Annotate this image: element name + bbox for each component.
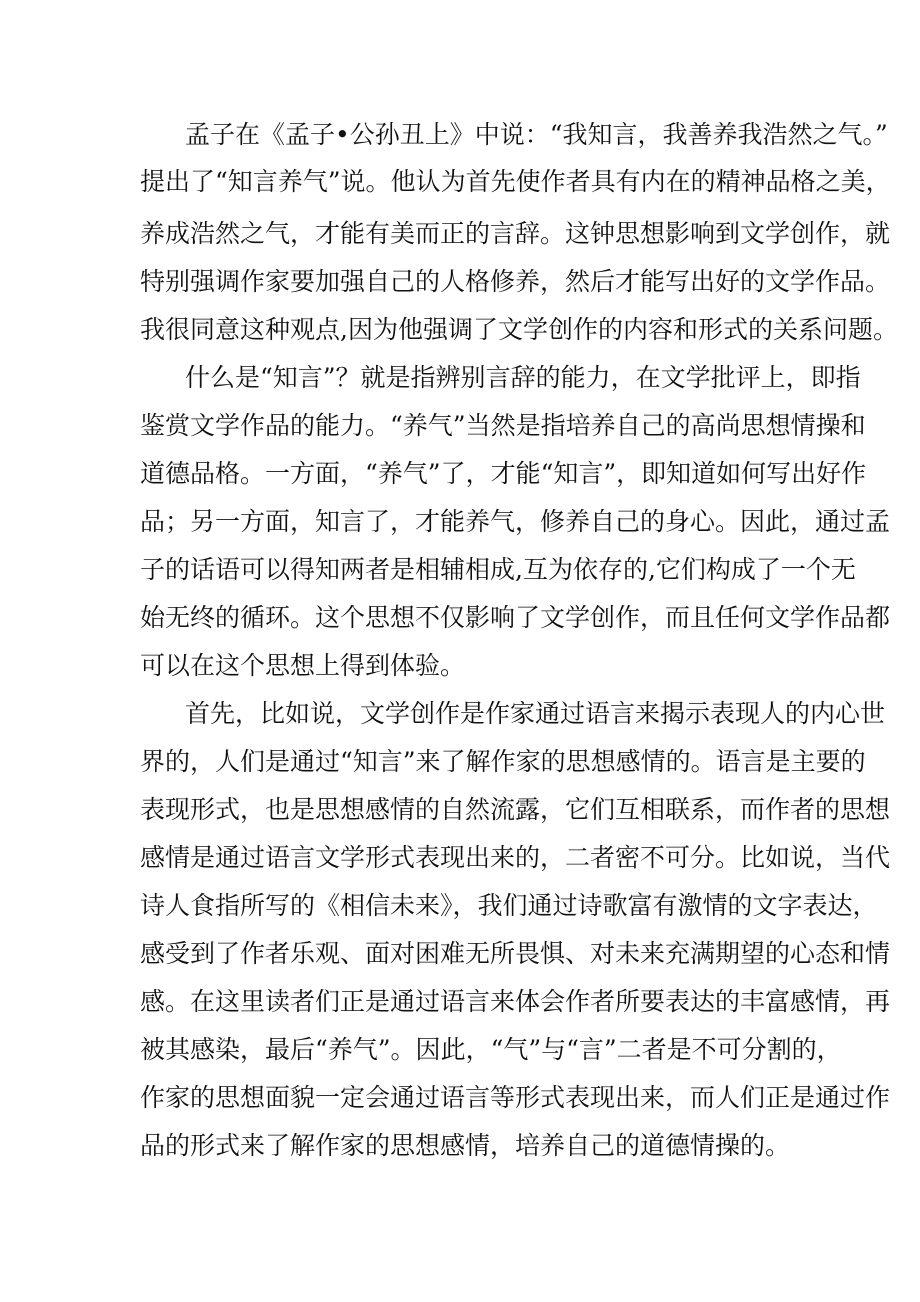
paragraph-3-line: 感。在这里读者们正是通过语言来体会作者所要表达的丰富感情，再 <box>140 987 891 1016</box>
paragraph-3-line: 品的形式来了解作家的思想感情，培养自己的道德情操的。 <box>140 1131 791 1160</box>
paragraph-3-line: 界的，人们是通过“知言”来了解作家的思想感情的。语言是主要的 <box>140 747 866 776</box>
paragraph-1-line: 特别强调作家要加强自己的人格修养，然后才能写出好的文学作品。 <box>140 267 891 296</box>
paragraph-2-line: 鉴赏文学作品的能力。“养气”当然是指培养自己的高尚思想情操和 <box>140 411 866 440</box>
paragraph-1-line: 我很同意这种观点,因为他强调了文学创作的内容和形式的关系问题。 <box>140 315 898 344</box>
paragraph-2-line: 什么是“知言”？就是指辨别言辞的能力，在文学批评上，即指 <box>185 363 861 392</box>
paragraph-2-line: 可以在这个思想上得到体验。 <box>140 651 466 680</box>
paragraph-1-line: 提出了“知言养气”说。他认为首先使作者具有内在的精神品格之美， <box>140 167 891 196</box>
paragraph-2-line: 子的话语可以得知两者是相辅相成,互为依存的,它们构成了一个无 <box>140 555 856 584</box>
paragraph-3-line: 诗人食指所写的《相信未来》，我们通过诗歌富有激情的文字表达， <box>140 891 878 920</box>
paragraph-3-line: 表现形式，也是思想感情的自然流露，它们互相联系，而作者的思想 <box>140 795 891 824</box>
paragraph-2-line: 始无终的循环。这个思想不仅影响了文学创作，而且任何文学作品都 <box>140 603 891 632</box>
paragraph-3-line: 作家的思想面貌一定会通过语言等形式表现出来，而人们正是通过作 <box>140 1083 891 1112</box>
paragraph-3-line: 首先，比如说，文学创作是作家通过语言来揭示表现人的内心世 <box>185 699 886 728</box>
paragraph-3-line: 被其感染，最后“养气”。因此，“气”与“言”二者是不可分割的， <box>140 1035 842 1064</box>
paragraph-3-line: 感受到了作者乐观、面对困难无所畏惧、对未来充满期望的心态和情 <box>140 939 891 968</box>
paragraph-2-line: 品；另一方面，知言了，才能养气，修养自己的身心。因此，通过孟 <box>140 507 891 536</box>
paragraph-1-line: 养成浩然之气，才能有美而正的言辞。这钟思想影响到文学创作，就 <box>140 219 891 248</box>
paragraph-3-line: 感情是通过语言文学形式表现出来的，二者密不可分。比如说，当代 <box>140 843 891 872</box>
paragraph-1-line: 孟子在《孟子•公孙丑上》中说：“我知言，我善养我浩然之气。” <box>185 120 888 149</box>
paragraph-2-line: 道德品格。一方面，“养气”了，才能“知言”，即知道如何写出好作 <box>140 459 867 488</box>
